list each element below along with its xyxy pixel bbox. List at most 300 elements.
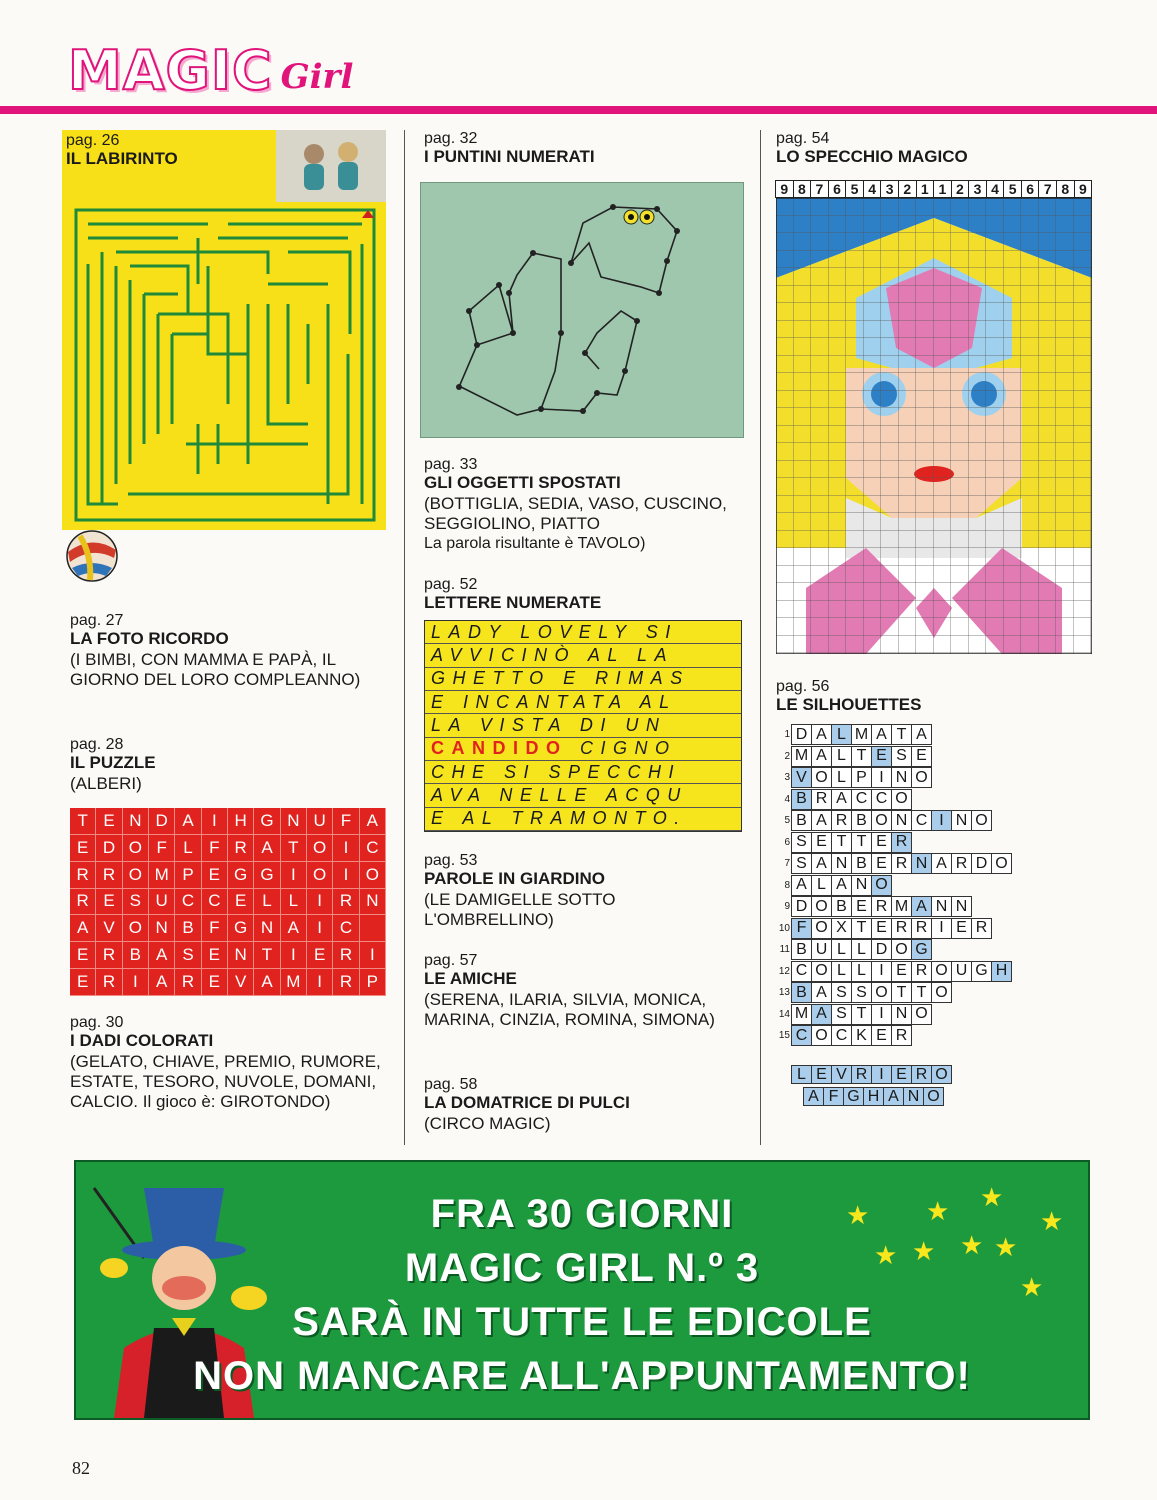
mirror-number: 4 bbox=[986, 180, 1005, 198]
page-ref: pag. 33 bbox=[424, 456, 478, 473]
crossword-cell: R bbox=[811, 789, 832, 810]
page-number: 82 bbox=[72, 1458, 90, 1478]
crossword-cell: O bbox=[891, 939, 912, 960]
crossword-cell: O bbox=[891, 789, 912, 810]
crossword-cell: A bbox=[871, 724, 892, 745]
mirror-number: 8 bbox=[1056, 180, 1075, 198]
word-search-letter: O bbox=[307, 862, 333, 889]
maze-grid bbox=[68, 204, 382, 526]
crossword-cell: C bbox=[831, 1025, 852, 1046]
numbered-letters-row: LA VISTA DI UN bbox=[425, 714, 741, 737]
crossword-cell: N bbox=[891, 810, 912, 831]
crossword-cell: T bbox=[851, 746, 872, 767]
mirror-number: 1 bbox=[916, 180, 935, 198]
row-number: 12 bbox=[778, 965, 790, 977]
silhouette-extra-word bbox=[792, 1064, 952, 1085]
answer-text: (BOTTIGLIA, SEDIA, VASO, CUSCINO, SEGGIOLINO, PIATTO bbox=[424, 494, 727, 533]
section-title: IL PUZZLE bbox=[70, 753, 156, 772]
crossword-cell: R bbox=[951, 853, 972, 874]
crossword-cell: S bbox=[791, 832, 812, 853]
numbered-letters-row: E AL TRAMONTO. bbox=[425, 808, 741, 831]
banner-line-1: FRA 30 GIORNI bbox=[430, 1192, 734, 1236]
crossword-cell: S bbox=[851, 982, 872, 1003]
crossword-cell: L bbox=[831, 939, 852, 960]
crossword-cell: C bbox=[791, 961, 812, 982]
page-ref: pag. 54 bbox=[776, 130, 830, 147]
word-search-letter: G bbox=[228, 862, 254, 889]
word-search-letter: E bbox=[202, 969, 228, 996]
crossword-cell: M bbox=[791, 1004, 812, 1025]
crossword-cell: U bbox=[951, 961, 972, 982]
word-search-letter: N bbox=[360, 889, 386, 916]
crossword-cell: F bbox=[823, 1087, 844, 1106]
word-search-letter: C bbox=[333, 915, 359, 942]
crossword-cell: C bbox=[851, 789, 872, 810]
toy-bears-photo bbox=[276, 130, 386, 202]
mirror-number: 9 bbox=[775, 180, 794, 198]
crossword-cell: R bbox=[831, 810, 852, 831]
star-icon: ★ bbox=[994, 1232, 1018, 1262]
silhouette-row bbox=[774, 875, 892, 896]
crossword-cell: O bbox=[811, 961, 832, 982]
crossword-cell: I bbox=[871, 961, 892, 982]
row-number: 5 bbox=[784, 815, 790, 826]
dot-to-dot-puzzle bbox=[420, 182, 744, 438]
silhouette-row bbox=[774, 1004, 932, 1025]
crossword-cell: I bbox=[871, 767, 892, 788]
numbered-letters-row: CHE SI SPECCHI bbox=[425, 761, 741, 784]
star-icon: ★ bbox=[980, 1182, 1004, 1212]
logo-magic: MAGIC bbox=[68, 39, 273, 102]
crossword-cell: A bbox=[831, 789, 852, 810]
crossword-cell: T bbox=[851, 832, 872, 853]
word-search-letter: F bbox=[149, 835, 175, 862]
banner-line-3: SARÀ IN TUTTE LE EDICOLE bbox=[292, 1300, 872, 1344]
star-icon: ★ bbox=[846, 1200, 870, 1230]
crossword-cell: V bbox=[791, 767, 812, 788]
silhouette-row bbox=[774, 810, 992, 831]
row-number: 14 bbox=[778, 1008, 790, 1020]
crossword-cell: B bbox=[831, 896, 852, 917]
crossword-cell: N bbox=[951, 810, 972, 831]
crossword-cell: O bbox=[911, 1004, 932, 1025]
crossword-cell: L bbox=[791, 1065, 812, 1084]
crossword-cell: T bbox=[911, 982, 932, 1003]
crossword-cell: H bbox=[863, 1087, 884, 1106]
answer-text: (CIRCO MAGIC) bbox=[424, 1114, 551, 1133]
crossword-cell: A bbox=[803, 1087, 824, 1106]
silhouette-row bbox=[774, 832, 912, 853]
crossword-cell: E bbox=[871, 853, 892, 874]
row-number: 2 bbox=[784, 750, 790, 762]
word-search-letter: R bbox=[96, 969, 122, 996]
crossword-cell: N bbox=[851, 875, 872, 896]
row-number: 10 bbox=[778, 922, 790, 934]
mirror-number: 4 bbox=[863, 180, 882, 198]
crossword-cell: R bbox=[911, 961, 932, 982]
word-search-letter: N bbox=[123, 808, 149, 835]
numbered-letters-row: AVA NELLE ACQU bbox=[425, 784, 741, 807]
mirror-face-picture bbox=[776, 198, 1092, 654]
crossword-cell: O bbox=[931, 1065, 952, 1084]
crossword-cell: E bbox=[871, 918, 892, 939]
word-search-letter: E bbox=[202, 862, 228, 889]
crossword-cell: S bbox=[791, 853, 812, 874]
silhouette-row bbox=[774, 982, 952, 1003]
word-search-letter: T bbox=[70, 808, 96, 835]
word-search-letter: F bbox=[202, 835, 228, 862]
crossword-cell: E bbox=[871, 746, 892, 767]
word-search-letter: S bbox=[123, 889, 149, 916]
mirror-number: 6 bbox=[828, 180, 847, 198]
crossword-cell: C bbox=[791, 1025, 812, 1046]
section-title: GLI OGGETTI SPOSTATI bbox=[424, 473, 621, 492]
crossword-cell: S bbox=[891, 746, 912, 767]
row-number: 8 bbox=[784, 879, 790, 891]
crossword-cell: A bbox=[831, 875, 852, 896]
crossword-cell: R bbox=[891, 1025, 912, 1046]
crossword-cell: R bbox=[891, 918, 912, 939]
word-search-letter: A bbox=[70, 915, 96, 942]
word-search-letter: M bbox=[281, 969, 307, 996]
answer-text: La parola risultante è TAVOLO) bbox=[424, 535, 646, 552]
row-number: 4 bbox=[784, 793, 790, 805]
mirror-number: 9 bbox=[1074, 180, 1093, 198]
word-search-letter: R bbox=[228, 835, 254, 862]
answer-text: (I BIMBI, CON MAMMA E PAPÀ, IL GIORNO DEL LORO COMPLEANNO) bbox=[70, 650, 361, 689]
crossword-cell: S bbox=[831, 982, 852, 1003]
word-search-letter: F bbox=[202, 915, 228, 942]
word-search-letter: A bbox=[360, 808, 386, 835]
word-search-letter: R bbox=[96, 862, 122, 889]
row-number: 3 bbox=[784, 772, 790, 783]
crossword-cell: B bbox=[791, 789, 812, 810]
word-search-letter: O bbox=[123, 862, 149, 889]
word-search-letter: S bbox=[175, 942, 201, 969]
crossword-cell: O bbox=[811, 1025, 832, 1046]
silhouette-row bbox=[774, 724, 932, 745]
word-search-letter: I bbox=[307, 969, 333, 996]
page-ref: pag. 32 bbox=[424, 130, 478, 147]
word-search-letter: T bbox=[254, 942, 280, 969]
word-search-letter: N bbox=[281, 808, 307, 835]
word-search-letter: M bbox=[149, 862, 175, 889]
crossword-cell: E bbox=[951, 918, 972, 939]
numbered-letters-row: AVVICINÒ AL LA bbox=[425, 644, 741, 667]
crossword-cell: A bbox=[811, 810, 832, 831]
row-number: 7 bbox=[784, 858, 790, 869]
crossword-cell: E bbox=[811, 1065, 832, 1084]
crossword-cell: O bbox=[931, 961, 952, 982]
word-search-letter: R bbox=[70, 862, 96, 889]
crossword-cell: T bbox=[851, 918, 872, 939]
crossword-cell: O bbox=[923, 1087, 944, 1106]
page-ref: pag. 56 bbox=[776, 678, 830, 695]
crossword-cell: D bbox=[791, 724, 812, 745]
word-search-letter: E bbox=[70, 969, 96, 996]
word-search-letter: A bbox=[149, 942, 175, 969]
section-title: LA FOTO RICORDO bbox=[70, 629, 229, 648]
mirror-number: 2 bbox=[898, 180, 917, 198]
word-search-letter: R bbox=[333, 969, 359, 996]
crossword-cell: M bbox=[851, 724, 872, 745]
crossword-cell: R bbox=[851, 1065, 872, 1084]
silhouette-row bbox=[774, 939, 932, 960]
mirror-number: 8 bbox=[793, 180, 812, 198]
crossword-cell: H bbox=[991, 961, 1012, 982]
word-search-letter: U bbox=[307, 808, 333, 835]
crossword-cell: C bbox=[911, 810, 932, 831]
crossword-cell: A bbox=[811, 1004, 832, 1025]
section-title: I DADI COLORATI bbox=[70, 1031, 214, 1050]
star-icon: ★ bbox=[1040, 1206, 1064, 1236]
section-title: LETTERE NUMERATE bbox=[424, 593, 602, 612]
column-divider-2 bbox=[760, 130, 761, 1145]
silhouette-row bbox=[774, 789, 912, 810]
word-search-letter: D bbox=[96, 835, 122, 862]
word-search-letter: I bbox=[123, 969, 149, 996]
mirror-number: 5 bbox=[1003, 180, 1022, 198]
word-search-letter: A bbox=[175, 808, 201, 835]
word-search-letter: R bbox=[333, 889, 359, 916]
crossword-cell: T bbox=[831, 832, 852, 853]
numbered-letters-row: GHETTO E RIMAS bbox=[425, 668, 741, 691]
crossword-cell: E bbox=[851, 896, 872, 917]
crossword-cell: O bbox=[811, 767, 832, 788]
word-search-letter: E bbox=[228, 889, 254, 916]
word-search-letter: B bbox=[175, 915, 201, 942]
crossword-cell: L bbox=[851, 939, 872, 960]
word-search-letter: N bbox=[228, 942, 254, 969]
silhouette-row bbox=[774, 896, 972, 917]
page-ref: pag. 26 bbox=[66, 132, 120, 149]
numbered-letters-grid bbox=[424, 620, 742, 832]
word-search-grid bbox=[70, 808, 386, 996]
page-ref: pag. 28 bbox=[70, 736, 124, 753]
crossword-cell: U bbox=[811, 939, 832, 960]
page-ref: pag. 27 bbox=[70, 612, 124, 629]
crossword-cell: D bbox=[971, 853, 992, 874]
word-search-letter: P bbox=[175, 862, 201, 889]
crossword-cell: O bbox=[931, 982, 952, 1003]
word-search-letter: L bbox=[175, 835, 201, 862]
word-search-letter: O bbox=[123, 835, 149, 862]
crossword-cell: N bbox=[951, 896, 972, 917]
crossword-cell: R bbox=[871, 896, 892, 917]
word-search-letter: E bbox=[202, 942, 228, 969]
crossword-cell: S bbox=[831, 1004, 852, 1025]
crossword-cell: B bbox=[791, 939, 812, 960]
mirror-number-row bbox=[776, 180, 1092, 198]
word-search-letter: I bbox=[307, 889, 333, 916]
banner-line-4: NON MANCARE ALL'APPUNTAMENTO! bbox=[193, 1354, 971, 1398]
crossword-cell: E bbox=[811, 832, 832, 853]
section-title: LE AMICHE bbox=[424, 969, 517, 988]
crossword-cell: N bbox=[931, 896, 952, 917]
crossword-cell: O bbox=[811, 918, 832, 939]
crossword-cell: O bbox=[911, 767, 932, 788]
mirror-number: 2 bbox=[951, 180, 970, 198]
numbered-letters-row: LADY LOVELY SI bbox=[425, 621, 741, 644]
section-title: I PUNTINI NUMERATI bbox=[424, 147, 595, 166]
crossword-cell: F bbox=[791, 918, 812, 939]
crossword-cell: N bbox=[891, 1004, 912, 1025]
crossword-cell: L bbox=[851, 961, 872, 982]
crossword-cell: B bbox=[791, 982, 812, 1003]
crossword-cell: X bbox=[831, 918, 852, 939]
page-ref: pag. 53 bbox=[424, 852, 478, 869]
numbered-letters-row: CANDIDO CIGNO bbox=[425, 738, 741, 761]
word-search-letter: B bbox=[123, 942, 149, 969]
row-number: 1 bbox=[784, 729, 790, 740]
word-search-letter: G bbox=[228, 915, 254, 942]
crossword-cell: O bbox=[871, 875, 892, 896]
row-number: 6 bbox=[784, 836, 790, 848]
mirror-number: 5 bbox=[845, 180, 864, 198]
silhouettes-crossword bbox=[774, 724, 1074, 1124]
crossword-cell: G bbox=[843, 1087, 864, 1106]
word-search-letter: I bbox=[333, 862, 359, 889]
word-search-letter: G bbox=[254, 862, 280, 889]
page-ref: pag. 52 bbox=[424, 576, 478, 593]
mirror-number: 6 bbox=[1021, 180, 1040, 198]
crossword-cell: D bbox=[871, 939, 892, 960]
crossword-cell: O bbox=[871, 982, 892, 1003]
word-search-letter: R bbox=[96, 942, 122, 969]
silhouette-row bbox=[774, 1025, 912, 1046]
crossword-cell: T bbox=[891, 982, 912, 1003]
crossword-cell: M bbox=[791, 746, 812, 767]
beach-ball-icon bbox=[62, 528, 124, 589]
maze-panel bbox=[62, 130, 386, 530]
crossword-cell: C bbox=[871, 789, 892, 810]
crossword-cell: E bbox=[891, 961, 912, 982]
word-search-letter: I bbox=[202, 808, 228, 835]
section-title: LE SILHOUETTES bbox=[776, 695, 922, 714]
crossword-cell: A bbox=[931, 853, 952, 874]
crossword-cell: T bbox=[851, 1004, 872, 1025]
crossword-cell: B bbox=[791, 810, 812, 831]
crossword-cell: E bbox=[891, 1065, 912, 1084]
crossword-cell: V bbox=[831, 1065, 852, 1084]
crossword-cell: E bbox=[911, 746, 932, 767]
crossword-cell: I bbox=[871, 1065, 892, 1084]
crossword-cell: L bbox=[831, 767, 852, 788]
silhouette-row bbox=[774, 853, 1012, 874]
crossword-cell: O bbox=[811, 896, 832, 917]
crossword-cell: R bbox=[911, 918, 932, 939]
crossword-cell: A bbox=[911, 724, 932, 745]
word-search-letter: V bbox=[96, 915, 122, 942]
row-number: 9 bbox=[784, 901, 790, 912]
crossword-cell: O bbox=[971, 810, 992, 831]
crossword-cell: I bbox=[931, 918, 952, 939]
banner-line-2: MAGIC GIRL N.º 3 bbox=[404, 1246, 760, 1290]
word-search-letter: V bbox=[228, 969, 254, 996]
word-search-letter: H bbox=[228, 808, 254, 835]
crossword-cell: A bbox=[811, 724, 832, 745]
word-search-letter: A bbox=[281, 915, 307, 942]
word-search-letter bbox=[360, 915, 386, 942]
word-search-letter: O bbox=[360, 862, 386, 889]
word-search-letter: I bbox=[333, 835, 359, 862]
section-title: IL LABIRINTO bbox=[66, 149, 178, 168]
header-rule bbox=[0, 106, 1157, 114]
word-search-letter: I bbox=[307, 915, 333, 942]
section-title: LA DOMATRICE DI PULCI bbox=[424, 1093, 630, 1112]
star-icon: ★ bbox=[1020, 1272, 1044, 1302]
crossword-cell: I bbox=[931, 810, 952, 831]
silhouette-row bbox=[774, 918, 992, 939]
silhouette-extra-word bbox=[804, 1086, 944, 1107]
word-search-letter: T bbox=[281, 835, 307, 862]
word-search-letter: D bbox=[149, 808, 175, 835]
word-search-letter: C bbox=[202, 889, 228, 916]
word-search-letter: R bbox=[333, 942, 359, 969]
mirror-number: 1 bbox=[933, 180, 952, 198]
crossword-cell: G bbox=[911, 939, 932, 960]
star-icon: ★ bbox=[874, 1240, 898, 1270]
page-ref: pag. 57 bbox=[424, 952, 478, 969]
word-search-letter: R bbox=[70, 889, 96, 916]
crossword-cell: R bbox=[911, 1065, 932, 1084]
word-search-letter: G bbox=[254, 808, 280, 835]
crossword-cell: O bbox=[871, 810, 892, 831]
word-search-letter: N bbox=[149, 915, 175, 942]
answer-text: (SERENA, ILARIA, SILVIA, MONICA, MARINA, CINZIA, ROMINA, SIMONA) bbox=[424, 990, 715, 1029]
next-issue-banner bbox=[74, 1160, 1090, 1420]
crossword-cell: A bbox=[811, 982, 832, 1003]
crossword-cell: E bbox=[871, 1025, 892, 1046]
word-search-letter: I bbox=[281, 862, 307, 889]
word-search-letter: E bbox=[96, 808, 122, 835]
mirror-number: 7 bbox=[810, 180, 829, 198]
word-search-letter: L bbox=[254, 889, 280, 916]
word-search-letter: C bbox=[175, 889, 201, 916]
crossword-cell: O bbox=[991, 853, 1012, 874]
mirror-number: 3 bbox=[880, 180, 899, 198]
crossword-cell: I bbox=[871, 1004, 892, 1025]
crossword-cell: D bbox=[791, 896, 812, 917]
row-number: 11 bbox=[779, 944, 790, 955]
crossword-cell: A bbox=[811, 853, 832, 874]
numbered-letters-row: E INCANTATA AL bbox=[425, 691, 741, 714]
crossword-cell: M bbox=[891, 896, 912, 917]
crossword-cell: P bbox=[851, 767, 872, 788]
silhouette-row bbox=[774, 746, 932, 767]
word-search-letter: R bbox=[175, 969, 201, 996]
word-search-letter: E bbox=[70, 835, 96, 862]
crossword-cell: A bbox=[791, 875, 812, 896]
section-title: PAROLE IN GIARDINO bbox=[424, 869, 606, 888]
magazine-logo bbox=[68, 39, 354, 102]
crossword-cell: N bbox=[831, 853, 852, 874]
word-search-letter: C bbox=[360, 835, 386, 862]
crossword-cell: R bbox=[971, 918, 992, 939]
mirror-number: 7 bbox=[1038, 180, 1057, 198]
word-search-letter: I bbox=[360, 942, 386, 969]
word-search-letter: E bbox=[96, 889, 122, 916]
word-search-letter: U bbox=[149, 889, 175, 916]
star-icon: ★ bbox=[926, 1196, 950, 1226]
crossword-cell: T bbox=[891, 724, 912, 745]
logo-girl: Girl bbox=[280, 57, 354, 97]
word-search-letter: A bbox=[149, 969, 175, 996]
crossword-cell: E bbox=[871, 832, 892, 853]
answer-text: (LE DAMIGELLE SOTTO L'OMBRELLINO) bbox=[424, 890, 616, 929]
crossword-cell: A bbox=[811, 746, 832, 767]
page-ref: pag. 30 bbox=[70, 1014, 124, 1031]
